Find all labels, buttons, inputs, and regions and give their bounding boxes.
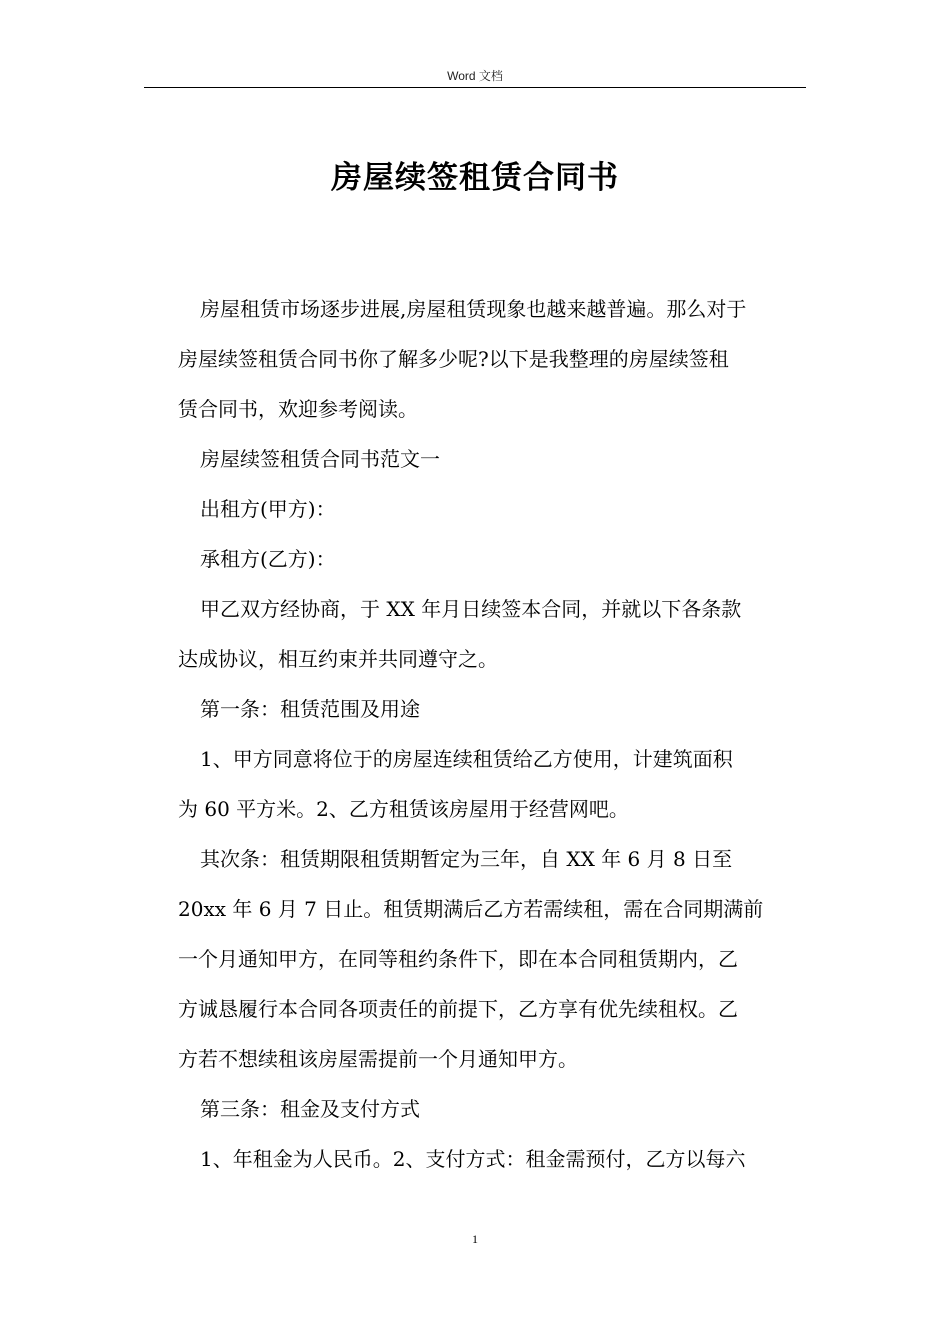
paragraph [178,734,806,834]
header-divider [144,87,806,88]
paragraph [178,434,806,484]
paragraph [178,284,806,434]
paragraph [178,834,806,1084]
paragraph [178,1084,806,1134]
paragraph-line: 甲乙双方经协商，于 XX 年月日续签本合同，并就以下各条款 [200,597,742,621]
paragraph-line: 第一条：租赁范围及用途 [200,697,420,721]
paragraph-line: 赁合同书，欢迎参考阅读。 [178,397,418,421]
paragraph-line: 房屋续签租赁合同书范文一 [200,447,440,471]
paragraph-line: 方诚恳履行本合同各项责任的前提下，乙方享有优先续租权。乙 [178,997,738,1021]
paragraph-line: 达成协议，相互约束并共同遵守之。 [178,647,498,671]
paragraph-line: 1、年租金为人民币。2、支付方式：租金需预付，乙方以每六 [200,1147,746,1171]
paragraph-line: 第三条：租金及支付方式 [200,1097,420,1121]
page-number: 1 [472,1232,478,1246]
document-body [178,284,806,1184]
paragraph-line: 其次条：租赁期限租赁期暂定为三年，自 XX 年 6 月 8 日至 [200,847,733,871]
paragraph [178,684,806,734]
paragraph-line: 承租方(乙方)： [200,547,336,571]
paragraph-line: 出租方(甲方)： [200,497,336,521]
paragraph-line: 为 60 平方米。2、乙方租赁该房屋用于经营网吧。 [178,797,629,821]
page-header: Word 文档 [447,69,503,83]
paragraph-line: 20xx 年 6 月 7 日止。租赁期满后乙方若需续租，需在合同期满前 [178,897,764,921]
paragraph [178,534,806,584]
paragraph-line: 房屋续签租赁合同书你了解多少呢?以下是我整理的房屋续签租 [178,347,729,371]
paragraph [178,1134,806,1184]
paragraph-line: 一个月通知甲方，在同等租约条件下，即在本合同租赁期内，乙 [178,947,738,971]
document-title: 房屋续签租赁合同书 [331,160,619,196]
paragraph-line: 方若不想续租该房屋需提前一个月通知甲方。 [178,1047,578,1071]
paragraph-line: 1、甲方同意将位于的房屋连续租赁给乙方使用，计建筑面积 [200,747,733,771]
paragraph [178,584,806,684]
paragraph [178,484,806,534]
paragraph-line: 房屋租赁市场逐步进展,房屋租赁现象也越来越普遍。那么对于 [200,297,747,321]
